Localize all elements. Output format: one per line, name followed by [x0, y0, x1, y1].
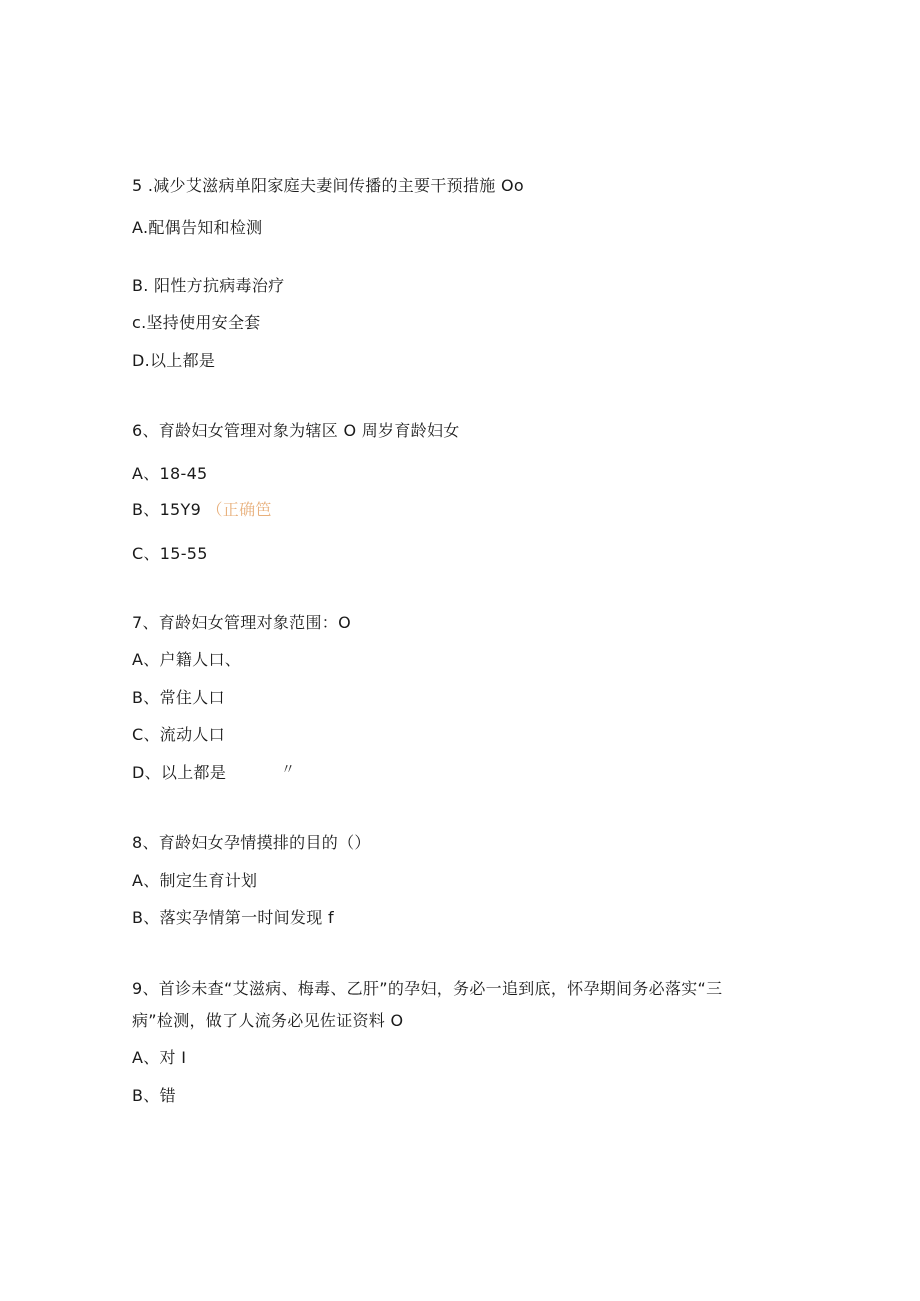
- question-6-option-a: A、18-45: [132, 464, 208, 483]
- question-9-option-a: A、对 I: [132, 1048, 187, 1067]
- question-7-option-c: C、流动人口: [132, 725, 225, 744]
- question-9-option-b: B、错: [132, 1086, 176, 1105]
- question-7-option-d: D、以上都是: [132, 763, 227, 782]
- question-6-stem: 6、育龄妇女管理对象为辖区 O 周岁育龄妇女: [132, 421, 460, 440]
- question-5-option-d: D.以上都是: [132, 351, 216, 370]
- question-5-option-b: B. 阳性方抗病毒治疗: [132, 276, 285, 295]
- question-6-option-c: C、15-55: [132, 544, 208, 563]
- question-8-option-a: A、制定生育计划: [132, 871, 258, 890]
- question-6-option-b: B、15Y9: [132, 500, 202, 519]
- question-6-option-b-row: [132, 500, 272, 520]
- question-8-stem: 8、育龄妇女孕情摸排的目的（）: [132, 833, 371, 852]
- question-5-option-c: c.坚持使用安全套: [132, 313, 261, 332]
- question-5-stem: 5 .减少艾滋病单阳家庭夫妻间传播的主要干预措施 Oo: [132, 176, 524, 195]
- question-9-stem-line-2: 病”检测，做了人流务必见佐证资料 O: [132, 1011, 404, 1030]
- stray-mark: 〃: [281, 762, 295, 778]
- question-7-stem: 7、育龄妇女管理对象范围：O: [132, 613, 351, 632]
- answer-note: （正确笆: [206, 500, 272, 519]
- question-7-option-a: A、户籍人口、: [132, 650, 242, 669]
- question-8-option-b: B、落实孕情第一时间发现 f: [132, 908, 334, 927]
- question-5-option-a: A.配偶告知和检测: [132, 218, 263, 237]
- question-7-option-b: B、常住人口: [132, 688, 225, 707]
- question-9-stem-line-1: 9、首诊未查“艾滋病、梅毒、乙肝”的孕妇，务必一追到底，怀孕期间务必落实“三: [132, 979, 723, 998]
